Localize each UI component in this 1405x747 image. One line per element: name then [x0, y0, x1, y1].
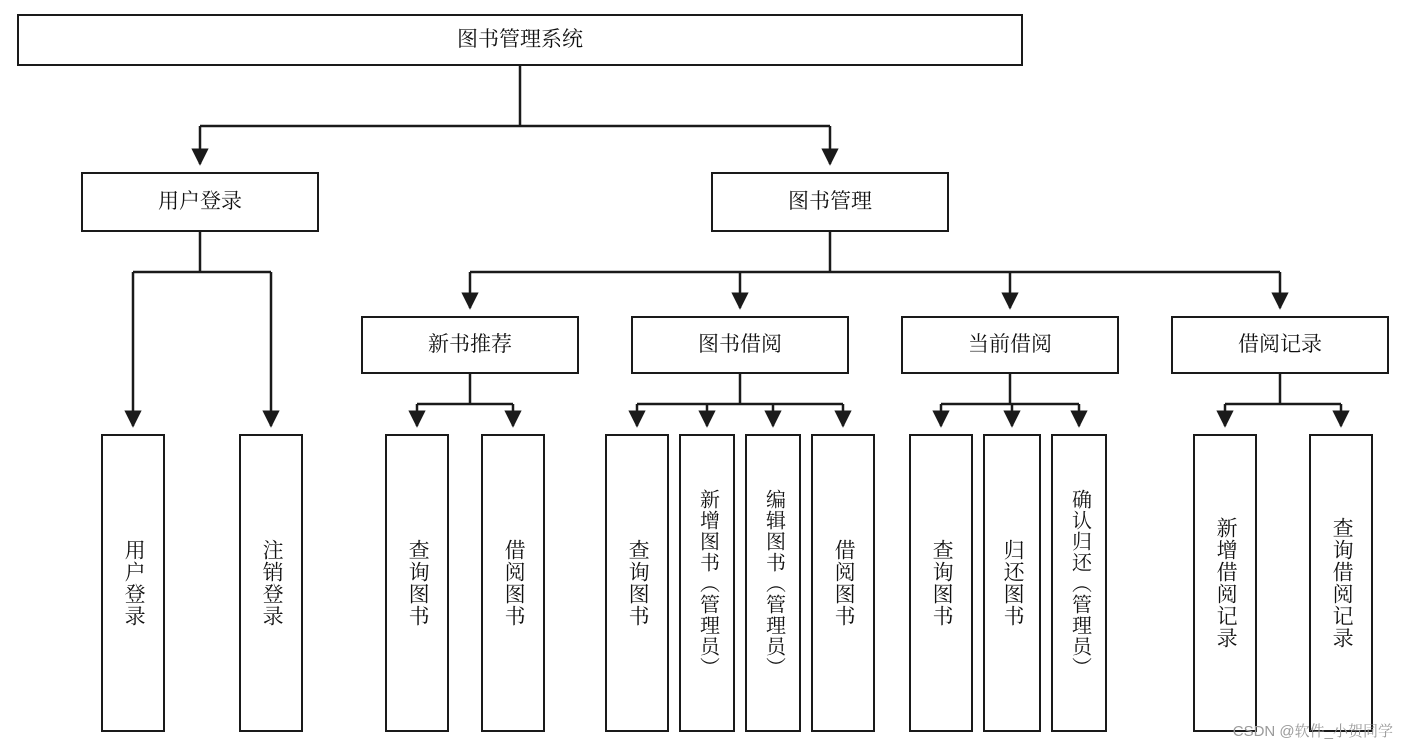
node-leaf-query-book-3[interactable]	[909, 434, 973, 732]
node-current-borrow[interactable]	[901, 316, 1119, 374]
node-leaf-logout-label: 注销登录	[260, 539, 284, 627]
node-leaf-logout[interactable]	[239, 434, 303, 732]
node-leaf-return-book[interactable]	[983, 434, 1041, 732]
node-new-book-rec[interactable]	[361, 316, 579, 374]
node-borrow-record-label: 借阅记录	[1238, 332, 1322, 356]
node-leaf-borrow-book-1[interactable]	[481, 434, 545, 732]
node-leaf-edit-book-label: 编辑图书（管理员）	[762, 488, 785, 678]
node-leaf-query-book-1[interactable]	[385, 434, 449, 732]
node-leaf-add-book-label: 新增图书（管理员）	[696, 488, 719, 678]
node-user-login[interactable]	[81, 172, 319, 232]
node-leaf-add-record-label: 新增借阅记录	[1214, 517, 1238, 649]
node-new-book-rec-label: 新书推荐	[428, 332, 512, 356]
node-leaf-borrow-book-2-label: 借阅图书	[832, 539, 856, 627]
node-book-manage-label: 图书管理	[788, 189, 872, 213]
node-leaf-query-book-2-label: 查询图书	[626, 539, 650, 627]
node-leaf-edit-book[interactable]	[745, 434, 801, 732]
node-leaf-query-book-2[interactable]	[605, 434, 669, 732]
node-leaf-borrow-book-1-label: 借阅图书	[502, 539, 526, 627]
node-leaf-confirm-return-label: 确认归还（管理员）	[1068, 488, 1091, 678]
node-leaf-borrow-book-2[interactable]	[811, 434, 875, 732]
node-leaf-add-book[interactable]	[679, 434, 735, 732]
node-leaf-confirm-return[interactable]	[1051, 434, 1107, 732]
node-leaf-query-record-label: 查询借阅记录	[1330, 517, 1354, 649]
node-root-label: 图书管理系统	[457, 27, 583, 51]
node-user-login-label: 用户登录	[158, 189, 242, 213]
node-leaf-add-record[interactable]	[1193, 434, 1257, 732]
node-book-borrow[interactable]	[631, 316, 849, 374]
node-leaf-query-book-1-label: 查询图书	[406, 539, 430, 627]
watermark: CSDN @软件_小贺同学	[1232, 723, 1393, 740]
node-root[interactable]	[17, 14, 1023, 66]
node-leaf-query-record[interactable]	[1309, 434, 1373, 732]
node-book-borrow-label: 图书借阅	[698, 332, 782, 356]
node-leaf-user-login[interactable]	[101, 434, 165, 732]
node-leaf-user-login-label: 用户登录	[122, 539, 146, 627]
node-borrow-record[interactable]	[1171, 316, 1389, 374]
node-leaf-query-book-3-label: 查询图书	[930, 539, 954, 627]
node-leaf-return-book-label: 归还图书	[1001, 539, 1025, 627]
node-current-borrow-label: 当前借阅	[968, 332, 1052, 356]
node-book-manage[interactable]	[711, 172, 949, 232]
